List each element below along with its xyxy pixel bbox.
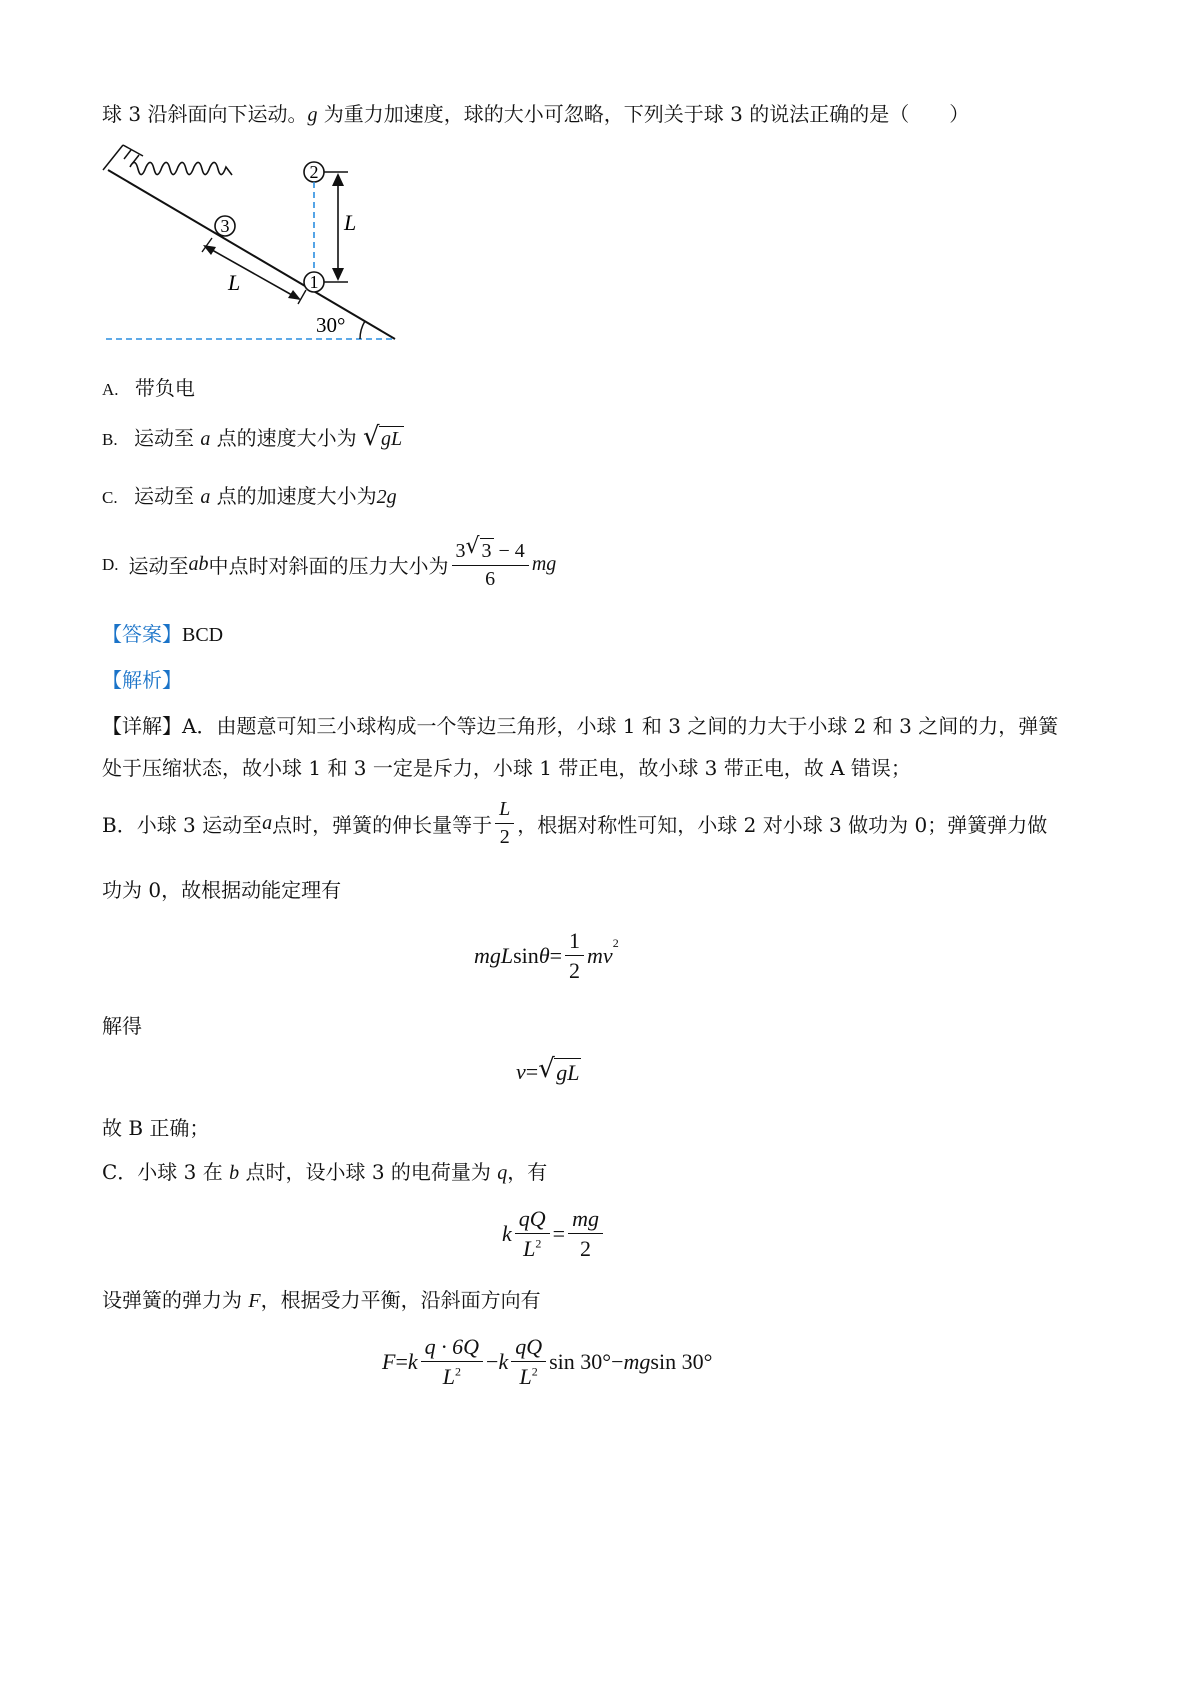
detail-b-line-2: 功为 0，故根据动能定理有 (102, 878, 342, 902)
equation-energy: mgL sin θ = $\frac{1}{2}$ mv $^2$ (474, 928, 619, 984)
analysis-tag: 【解析】 (102, 668, 182, 692)
detail-b-line: B．小球 3 运动至 a 点时，弹簧的伸长量等于 $\frac{L}{2}$ ，根据对称性可知，小球 2 对小球 3 做功为 0；弹簧弹力做 (102, 798, 1048, 848)
angle-label: 30° (316, 313, 346, 337)
detail-spring-line: 设弹簧的弹力为 F，根据受力平衡，沿斜面方向有 (102, 1288, 541, 1312)
incline-figure (98, 140, 418, 360)
solve-label: 解得 (102, 1014, 142, 1038)
sqrt-gL: √ gL (363, 422, 403, 452)
angle-arc (360, 321, 365, 339)
equation-coulomb: k $\frac{qQ}{L^2}$ = $\frac{mg}{2}$ (502, 1206, 606, 1262)
option-a: A. 带负电 (102, 376, 195, 400)
spring (130, 162, 232, 175)
detail-line-1: 【详解】A．由题意可知三小球构成一个等边三角形，小球 1 和 3 之间的力大于小球 2 和 3 之间的力，弹簧 (102, 714, 1059, 738)
ball-2-label: 2 (309, 162, 319, 182)
option-b: B. 运动至 a 点的速度大小为 √ gL (102, 422, 403, 452)
fraction-L-over-2: $\frac{L}{2}$ (495, 798, 514, 849)
variable-g: g (307, 104, 318, 126)
fraction-d: 3 √ 3 − 4 6 (452, 538, 529, 591)
option-c: C. 运动至 a 点的加速度大小为2g (102, 484, 397, 508)
answer-line: 【答案】BCD (102, 622, 224, 646)
slope-L-label: L (228, 270, 241, 295)
vertical-L-label: L (344, 210, 357, 235)
ball-3-label: 3 (220, 216, 230, 236)
detail-line-2: 处于压缩状态，故小球 1 和 3 一定是斥力，小球 1 带正电，故小球 3 带正电，故 A 错误； (102, 756, 911, 780)
ball-1-label: 1 (309, 272, 319, 292)
b-conclusion: 故 B 正确； (102, 1116, 210, 1140)
option-d: D. 运动至 ab 中点时对斜面的压力大小为 3 √ 3 − 4 6 mg (102, 534, 557, 590)
question-stem: 球 3 沿斜面向下运动。g 为重力加速度，球的大小可忽略，下列关于球 3 的说法正确的是（ ） (102, 102, 970, 126)
equation-force-balance: F = k $\frac{q \cdot 6Q}{L^2}$ − k $\frac{qQ}{L^2}$ sin 30° − mg sin 30° (382, 1334, 713, 1390)
incline-line (108, 170, 395, 339)
detail-c-line: C．小球 3 在 b 点时，设小球 3 的电荷量为 q，有 (102, 1160, 548, 1184)
equation-velocity: v = √ gL (516, 1054, 580, 1085)
